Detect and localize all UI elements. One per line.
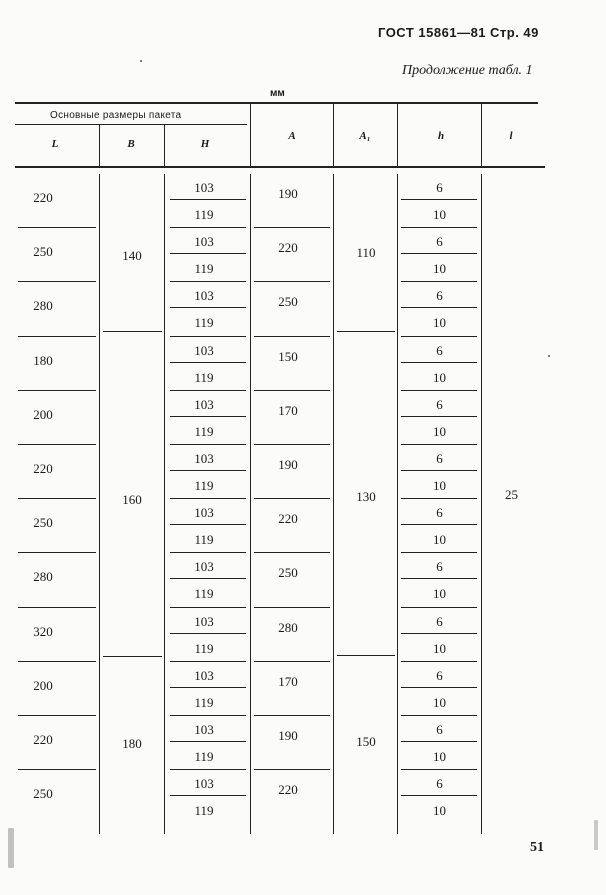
cell-H-lower: 119 [194, 369, 214, 385]
header-divider-HA [250, 104, 251, 166]
column-header-l: l [509, 130, 513, 142]
cell-A1-group-1: 110 [356, 245, 376, 260]
column-header-B: B [127, 138, 135, 150]
cell-B-group-1: 140 [122, 248, 142, 263]
cell-B-group-3: 180 [122, 736, 142, 751]
table-continuation-label: Продолжение табл. 1 [402, 63, 533, 78]
A-row-rule [254, 336, 330, 337]
H-row-rule [170, 444, 246, 445]
h-subrow-rule [401, 199, 477, 200]
H-row-rule [170, 661, 246, 662]
h-subrow-rule [401, 687, 477, 688]
cell-H-upper: 103 [194, 342, 214, 358]
cell-L: 200 [33, 406, 53, 422]
cell-H-lower: 119 [194, 803, 214, 819]
h-row-rule [401, 390, 477, 391]
H-row-rule [170, 227, 246, 228]
body-divider-HA [250, 174, 251, 834]
body-divider-A1h [397, 174, 398, 834]
cell-H-lower: 119 [194, 315, 214, 331]
cell-h-upper: 6 [436, 234, 443, 250]
h-subrow-rule [401, 416, 477, 417]
A-row-rule [254, 444, 330, 445]
column-header-A: A [288, 130, 296, 142]
column-header-L: L [51, 138, 59, 150]
cell-h-upper: 6 [436, 776, 443, 792]
L-row-rule [18, 336, 96, 337]
cell-h-lower: 10 [433, 478, 446, 493]
page-number: 51 [530, 840, 544, 855]
header-divider-AA1 [333, 104, 334, 166]
cell-H-upper: 103 [194, 667, 214, 683]
body-divider-hl [481, 174, 482, 834]
L-row-rule [18, 552, 96, 553]
cell-h-lower: 10 [433, 803, 446, 819]
cell-h-upper: 6 [436, 342, 443, 358]
H-row-rule [170, 715, 246, 716]
B-group-separator-2 [103, 656, 162, 657]
cell-h-upper: 6 [436, 667, 443, 683]
L-row-rule [18, 769, 96, 770]
cell-H-upper: 103 [194, 180, 214, 195]
cell-L: 280 [33, 298, 53, 314]
cell-B-group-2: 160 [122, 492, 142, 507]
units-label: мм [270, 88, 285, 99]
h-row-rule [401, 715, 477, 716]
page-label: Стр. 49 [490, 25, 539, 40]
cell-h-upper: 6 [436, 396, 443, 412]
cell-A: 250 [278, 565, 298, 581]
h-subrow-rule [401, 524, 477, 525]
H-row-rule [170, 336, 246, 337]
cell-H-lower: 119 [194, 640, 214, 656]
h-subrow-rule [401, 578, 477, 579]
H-row-rule [170, 552, 246, 553]
h-row-rule [401, 444, 477, 445]
h-row-rule [401, 498, 477, 499]
cell-A: 170 [278, 673, 298, 689]
cell-h-upper: 6 [436, 451, 443, 466]
L-row-rule [18, 661, 96, 662]
L-row-rule [18, 390, 96, 391]
cell-H-lower: 119 [194, 478, 214, 493]
H-subrow-rule [170, 253, 246, 254]
cell-A: 150 [278, 348, 298, 364]
h-row-rule [401, 607, 477, 608]
h-row-rule [401, 336, 477, 337]
body-divider-BH [164, 174, 165, 834]
column-header-h: h [437, 130, 445, 142]
cell-H-upper: 103 [194, 722, 214, 737]
L-row-rule [18, 227, 96, 228]
cell-H-lower: 119 [194, 423, 214, 439]
scan-speck [594, 820, 598, 850]
header-divider-hl [481, 104, 482, 166]
H-subrow-rule [170, 578, 246, 579]
cell-h-lower: 10 [433, 207, 446, 222]
cell-h-upper: 6 [436, 559, 443, 575]
cell-L: 220 [33, 190, 53, 205]
scan-speck [140, 60, 142, 62]
cell-A1-group-2: 130 [356, 489, 376, 504]
cell-H-upper: 103 [194, 451, 214, 466]
cell-H-lower: 119 [194, 207, 214, 222]
H-subrow-rule [170, 741, 246, 742]
body-divider-LB [99, 174, 100, 834]
h-subrow-rule [401, 307, 477, 308]
L-row-rule [18, 715, 96, 716]
H-subrow-rule [170, 687, 246, 688]
cell-h-upper: 6 [436, 505, 443, 521]
header-divider-BH [164, 124, 165, 166]
A-row-rule [254, 607, 330, 608]
header-divider-LB [99, 124, 100, 166]
H-row-rule [170, 769, 246, 770]
h-subrow-rule [401, 253, 477, 254]
cell-h-lower: 10 [433, 369, 446, 385]
L-row-rule [18, 281, 96, 282]
cell-A: 190 [278, 186, 298, 201]
cell-A: 280 [278, 619, 298, 635]
cell-h-upper: 6 [436, 180, 443, 195]
header-bottom-rule [15, 166, 545, 168]
h-subrow-rule [401, 741, 477, 742]
h-subrow-rule [401, 362, 477, 363]
cell-A: 250 [278, 294, 298, 310]
H-subrow-rule [170, 199, 246, 200]
H-row-rule [170, 281, 246, 282]
h-row-rule [401, 661, 477, 662]
cell-H-lower: 119 [194, 261, 214, 277]
cell-H-upper: 103 [194, 505, 214, 521]
cell-h-lower: 10 [433, 586, 446, 602]
cell-L: 180 [33, 352, 53, 368]
A-row-rule [254, 498, 330, 499]
h-row-rule [401, 769, 477, 770]
group-header-main-dimensions: Основные размеры пакета [50, 110, 182, 121]
cell-h-lower: 10 [433, 315, 446, 331]
cell-L: 250 [33, 786, 53, 802]
A-row-rule [254, 552, 330, 553]
table-top-rule [15, 102, 538, 104]
cell-L: 320 [33, 623, 53, 639]
L-row-rule [18, 498, 96, 499]
cell-L: 250 [33, 244, 53, 260]
cell-h-lower: 10 [433, 640, 446, 656]
cell-L: 200 [33, 677, 53, 693]
B-group-separator-1 [103, 331, 162, 332]
h-row-rule [401, 552, 477, 553]
cell-h-upper: 6 [436, 288, 443, 304]
cell-A1-group-3: 150 [356, 734, 376, 749]
cell-A: 220 [278, 511, 298, 527]
H-row-rule [170, 390, 246, 391]
cell-A: 190 [278, 728, 298, 743]
cell-h-upper: 6 [436, 613, 443, 629]
cell-H-lower: 119 [194, 694, 214, 710]
header-divider-A1h [397, 104, 398, 166]
group-header-rule [15, 124, 247, 125]
cell-H-upper: 103 [194, 234, 214, 250]
H-subrow-rule [170, 633, 246, 634]
cell-l: 25 [505, 487, 518, 502]
A-row-rule [254, 769, 330, 770]
cell-A: 220 [278, 240, 298, 256]
cell-h-lower: 10 [433, 694, 446, 710]
cell-h-lower: 10 [433, 261, 446, 277]
cell-H-upper: 103 [194, 559, 214, 575]
A-row-rule [254, 390, 330, 391]
standard-number: ГОСТ 15861—81 [378, 25, 487, 40]
cell-H-lower: 119 [194, 586, 214, 602]
H-subrow-rule [170, 795, 246, 796]
h-row-rule [401, 281, 477, 282]
H-subrow-rule [170, 307, 246, 308]
H-row-rule [170, 607, 246, 608]
cell-L: 220 [33, 732, 53, 747]
L-row-rule [18, 444, 96, 445]
body-divider-AA1 [333, 174, 334, 834]
h-subrow-rule [401, 633, 477, 634]
cell-h-lower: 10 [433, 749, 446, 764]
h-subrow-rule [401, 470, 477, 471]
cell-L: 250 [33, 515, 53, 531]
H-subrow-rule [170, 362, 246, 363]
cell-H-upper: 103 [194, 776, 214, 792]
A1-group-separator-2 [337, 655, 395, 656]
cell-H-upper: 103 [194, 613, 214, 629]
cell-A: 190 [278, 457, 298, 472]
h-row-rule [401, 227, 477, 228]
h-subrow-rule [401, 795, 477, 796]
cell-A: 170 [278, 402, 298, 418]
scan-speck [548, 355, 550, 357]
scan-speck [8, 828, 14, 868]
A1-group-separator-1 [337, 331, 395, 332]
A-row-rule [254, 281, 330, 282]
A-row-rule [254, 227, 330, 228]
cell-L: 220 [33, 461, 53, 476]
cell-H-lower: 119 [194, 749, 214, 764]
cell-h-lower: 10 [433, 532, 446, 548]
cell-H-upper: 103 [194, 396, 214, 412]
cell-A: 220 [278, 782, 298, 798]
L-row-rule [18, 607, 96, 608]
H-row-rule [170, 498, 246, 499]
H-subrow-rule [170, 470, 246, 471]
A-row-rule [254, 661, 330, 662]
A-row-rule [254, 715, 330, 716]
cell-H-upper: 103 [194, 288, 214, 304]
cell-h-lower: 10 [433, 423, 446, 439]
H-subrow-rule [170, 524, 246, 525]
column-header-H: H [200, 138, 210, 150]
cell-L: 280 [33, 569, 53, 585]
column-header-A1: A₁ [359, 130, 371, 142]
cell-H-lower: 119 [194, 532, 214, 548]
cell-h-upper: 6 [436, 722, 443, 737]
H-subrow-rule [170, 416, 246, 417]
